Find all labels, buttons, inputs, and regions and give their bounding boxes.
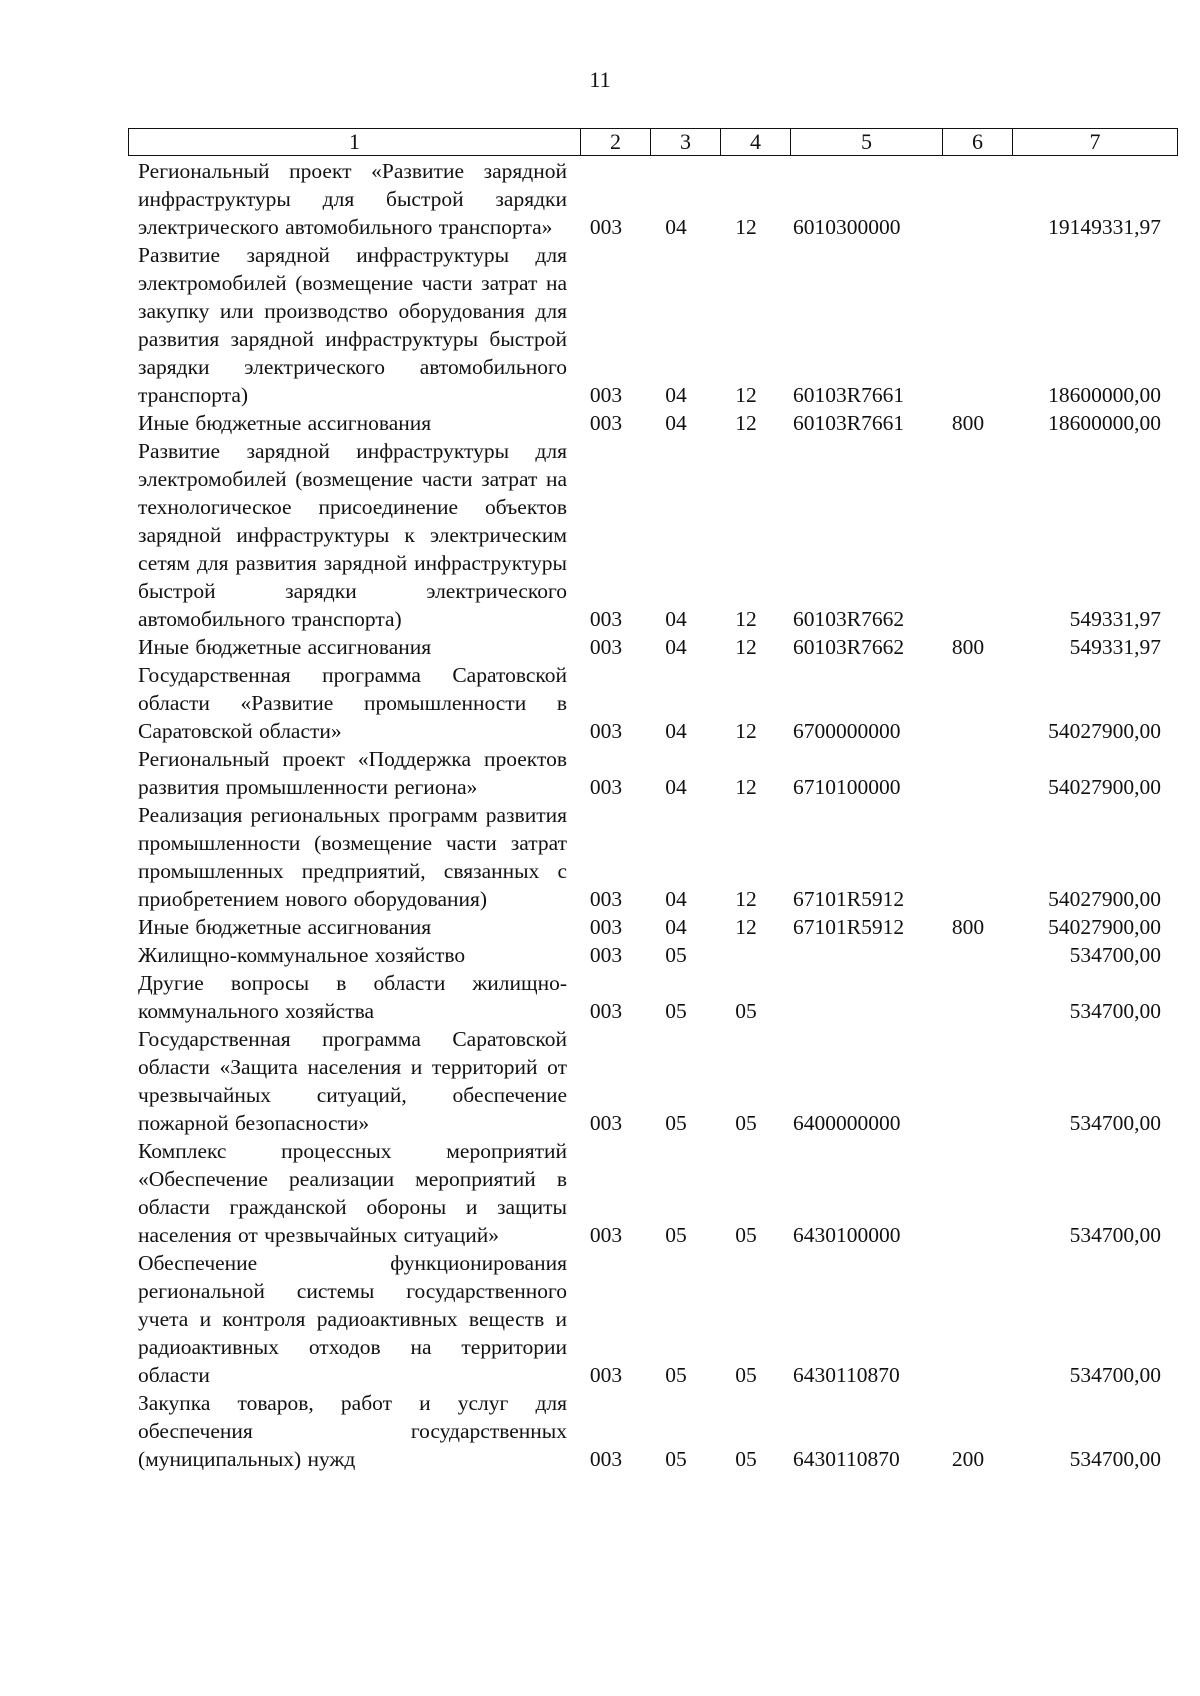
row-name: Развитие зарядной инфраструктуры для электромобилей (возмещение части затрат на технологическое присоединение объектов зарядной инфраструктуры к электрическим сетям для развития зарядной инфраструктуры быстрой зарядки электрического автомобильного транспорта)	[138, 439, 567, 631]
budget-table-body	[128, 157, 1173, 1473]
row-name: Другие вопросы в области жилищно-коммунального хозяйства	[138, 971, 567, 1023]
row-name: Государственная программа Саратовской области «Развитие промышленности в Саратовской области»	[138, 663, 567, 743]
row-col-4: 05	[735, 999, 757, 1023]
row-col-3: 04	[665, 635, 687, 659]
row-col-7: 534700,00	[1069, 1111, 1161, 1135]
row-col-7: 549331,97	[1069, 607, 1161, 631]
column-header-5: 5	[791, 129, 943, 155]
column-header-7: 7	[1089, 129, 1101, 154]
row-col-4: 05	[735, 1447, 757, 1471]
row-col-3: 04	[665, 411, 687, 435]
row-col-7: 54027900,00	[1048, 887, 1161, 911]
table-row	[128, 969, 1173, 1025]
column-header-row	[128, 128, 1178, 156]
row-col-6: 800	[951, 635, 985, 659]
row-col-7: 534700,00	[1069, 943, 1161, 967]
row-col-2: 003	[589, 1223, 623, 1247]
row-col-2: 003	[589, 775, 623, 799]
row-col-5: 6010300000	[793, 215, 901, 239]
row-col-2: 003	[589, 999, 623, 1023]
row-col-3: 04	[665, 887, 687, 911]
column-header-3: 3	[651, 129, 721, 155]
table-row	[128, 409, 1173, 437]
table-row	[128, 1137, 1173, 1249]
row-col-7: 534700,00	[1069, 1447, 1161, 1471]
row-name: Жилищно-коммунальное хозяйство	[138, 943, 466, 967]
table-row	[128, 745, 1173, 801]
row-name: Реализация региональных программ развития промышленности (возмещение части затрат промышленных предприятий, связанных с приобретением нового оборудования)	[138, 803, 567, 911]
row-col-4: 12	[735, 775, 757, 799]
row-col-5: 6700000000	[793, 719, 901, 743]
row-col-3: 05	[665, 1447, 687, 1471]
row-col-3: 04	[665, 383, 687, 407]
row-col-2: 003	[589, 215, 623, 239]
row-col-5: 6430110870	[793, 1363, 900, 1387]
table-row	[128, 941, 1173, 969]
row-col-5: 6710100000	[793, 775, 901, 799]
row-name: Иные бюджетные ассигнования	[138, 915, 432, 939]
row-col-2: 003	[589, 719, 623, 743]
row-col-4: 12	[735, 215, 757, 239]
row-col-7: 54027900,00	[1048, 915, 1161, 939]
row-col-7: 18600000,00	[1048, 383, 1161, 407]
row-col-2: 003	[589, 915, 623, 939]
table-row	[128, 1389, 1173, 1473]
table-row	[128, 1025, 1173, 1137]
row-col-2: 003	[589, 635, 623, 659]
row-col-5: 60103R7662	[793, 607, 905, 631]
row-col-3: 04	[665, 215, 687, 239]
table-row	[128, 437, 1173, 633]
row-col-3: 05	[665, 999, 687, 1023]
row-col-2: 003	[589, 1447, 623, 1471]
row-col-4: 05	[735, 1363, 757, 1387]
row-name: Закупка товаров, работ и услуг для обеспечения государственных (муниципальных) нужд	[138, 1391, 567, 1471]
row-col-3: 05	[665, 943, 687, 967]
row-col-4: 12	[735, 411, 757, 435]
table-row	[128, 1249, 1173, 1389]
row-col-5: 67101R5912	[793, 887, 905, 911]
column-header-6: 6	[943, 129, 1013, 155]
row-col-4: 12	[735, 383, 757, 407]
row-col-6: 800	[951, 915, 985, 939]
row-col-3: 04	[665, 915, 687, 939]
row-name: Обеспечение функционирования региональной системы государственного учета и контроля радиоактивных веществ и радиоактивных отходов на территории области	[138, 1251, 567, 1387]
row-name: Региональный проект «Поддержка проектов развития промышленности региона»	[138, 747, 567, 799]
row-name: Государственная программа Саратовской области «Защита населения и территорий от чрезвычайных ситуаций, обеспечение пожарной безопасности»	[138, 1027, 567, 1135]
row-col-7: 534700,00	[1069, 999, 1161, 1023]
row-col-4: 12	[735, 915, 757, 939]
row-col-6: 200	[951, 1447, 985, 1471]
page-number: 11	[589, 67, 611, 92]
row-col-2: 003	[589, 943, 623, 967]
row-col-3: 05	[665, 1223, 687, 1247]
row-name: Иные бюджетные ассигнования	[138, 411, 432, 435]
row-col-3: 05	[665, 1111, 687, 1135]
column-header-2: 2	[581, 129, 651, 155]
row-col-5: 6400000000	[793, 1111, 901, 1135]
row-name: Иные бюджетные ассигнования	[138, 635, 432, 659]
row-col-7: 54027900,00	[1048, 719, 1161, 743]
row-col-2: 003	[589, 411, 623, 435]
row-col-3: 04	[665, 719, 687, 743]
row-col-5: 60103R7661	[793, 411, 905, 435]
row-col-3: 05	[665, 1363, 687, 1387]
row-col-5: 60103R7662	[793, 635, 905, 659]
table-row	[128, 633, 1173, 661]
table-row	[128, 661, 1173, 745]
row-col-5: 6430110870	[793, 1447, 900, 1471]
table-row	[128, 801, 1173, 913]
row-col-4: 12	[735, 635, 757, 659]
row-col-4: 05	[735, 1111, 757, 1135]
row-col-5: 60103R7661	[793, 383, 905, 407]
row-col-2: 003	[589, 1111, 623, 1135]
row-name: Развитие зарядной инфраструктуры для электромобилей (возмещение части затрат на закупку или производство оборудования для развития зарядной инфраструктуры быстрой зарядки электрического автомобильного транспорта)	[138, 243, 567, 407]
row-col-7: 534700,00	[1069, 1223, 1161, 1247]
row-col-4: 12	[735, 887, 757, 911]
row-col-2: 003	[589, 607, 623, 631]
row-col-7: 54027900,00	[1048, 775, 1161, 799]
row-col-7: 19149331,97	[1048, 215, 1161, 239]
row-col-4: 05	[735, 1223, 757, 1247]
row-col-7: 18600000,00	[1048, 411, 1161, 435]
row-col-5: 67101R5912	[793, 915, 905, 939]
row-col-4: 12	[735, 607, 757, 631]
row-col-3: 04	[665, 607, 687, 631]
table-row	[128, 913, 1173, 941]
column-header-1: 1	[129, 129, 581, 155]
row-col-7: 534700,00	[1069, 1363, 1161, 1387]
row-col-7: 549331,97	[1069, 635, 1161, 659]
row-name: Региональный проект «Развитие зарядной инфраструктуры для быстрой зарядки электрического автомобильного транспорта»	[138, 159, 567, 239]
row-col-2: 003	[589, 887, 623, 911]
row-col-2: 003	[589, 1363, 623, 1387]
table-row	[128, 157, 1173, 241]
row-name: Комплекс процессных мероприятий «Обеспечение реализации мероприятий в области гражданской обороны и защиты населения от чрезвычайных ситуаций»	[138, 1139, 567, 1247]
row-col-5: 6430100000	[793, 1223, 901, 1247]
table-row	[128, 241, 1173, 409]
row-col-6: 800	[951, 411, 985, 435]
row-col-2: 003	[589, 383, 623, 407]
row-col-3: 04	[665, 775, 687, 799]
column-header-4: 4	[721, 129, 791, 155]
row-col-4: 12	[735, 719, 757, 743]
